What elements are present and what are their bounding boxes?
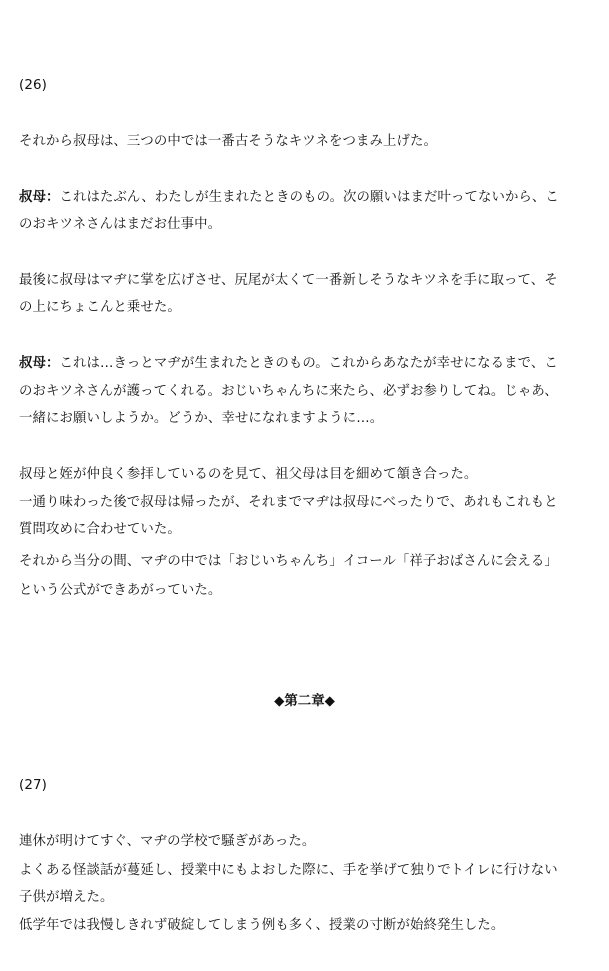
narration-line: それから叔母は、三つの中では一番古そうなキツネをつまみ上げた。	[19, 134, 437, 149]
dialog-line-3: 一緒にお願いしようか。どうか、幸せになれますように…。	[19, 411, 384, 426]
dialog-line-1	[19, 355, 595, 373]
speaker-label: 叔母：	[19, 190, 60, 205]
chapter-heading: ◆第二章◆	[274, 694, 335, 709]
narration-line: という公式ができあがっていた。	[19, 583, 222, 598]
narration-line: 連休が明けてすぐ、マヂの学校で騒ぎがあった。	[19, 834, 316, 849]
dialog-text: これはたぶん、わたしが生まれたときのもの。次の願いはまだ叶ってないから、こ	[59, 190, 559, 205]
narration-line: 叔母と姪が仲良く参拝しているのを見て、祖父母は目を細めて頷き合った。	[19, 467, 478, 482]
narration-line: の上にちょこんと乗せた。	[19, 300, 181, 315]
section-number-26: (26)	[19, 78, 47, 93]
dialog-line-1	[19, 189, 595, 207]
narration-line: 質問攻めに合わせていた。	[19, 522, 181, 537]
dialog-line-2: のおキツネさんが護ってくれる。おじいちゃんちに来たら、必ずお参りしてね。じゃあ、	[19, 384, 558, 399]
speaker-label: 叔母：	[19, 356, 60, 371]
dialog-text: これは…きっとマヂが生まれたときのもの。これからあなたが幸せになるまで、こ	[59, 356, 558, 371]
narration-line: 最後に叔母はマヂに掌を広げさせ、尻尾が太くて一番新しそうなキツネを手に取って、そ	[19, 273, 558, 288]
section-number-27: (27)	[19, 778, 47, 793]
narration-line: よくある怪談話が蔓延し、授業中にもよおした際に、手を挙げて独りでトイレに行けない	[19, 863, 558, 878]
narration-line: 子供が増えた。	[19, 890, 114, 905]
dialog-line-2: のおキツネさんはまだお仕事中。	[19, 217, 222, 232]
narration-line: 一通り味わった後で叔母は帰ったが、それまでマヂは叔母にべったりで、あれもこれもと	[19, 495, 558, 510]
narration-line: 低学年では我慢しきれず破綻してしまう例も多く、授業の寸断が始終発生した。	[19, 918, 505, 933]
narration-line: それから当分の間、マヂの中では「おじいちゃんち」イコール「祥子おばさんに会える」	[19, 554, 558, 569]
